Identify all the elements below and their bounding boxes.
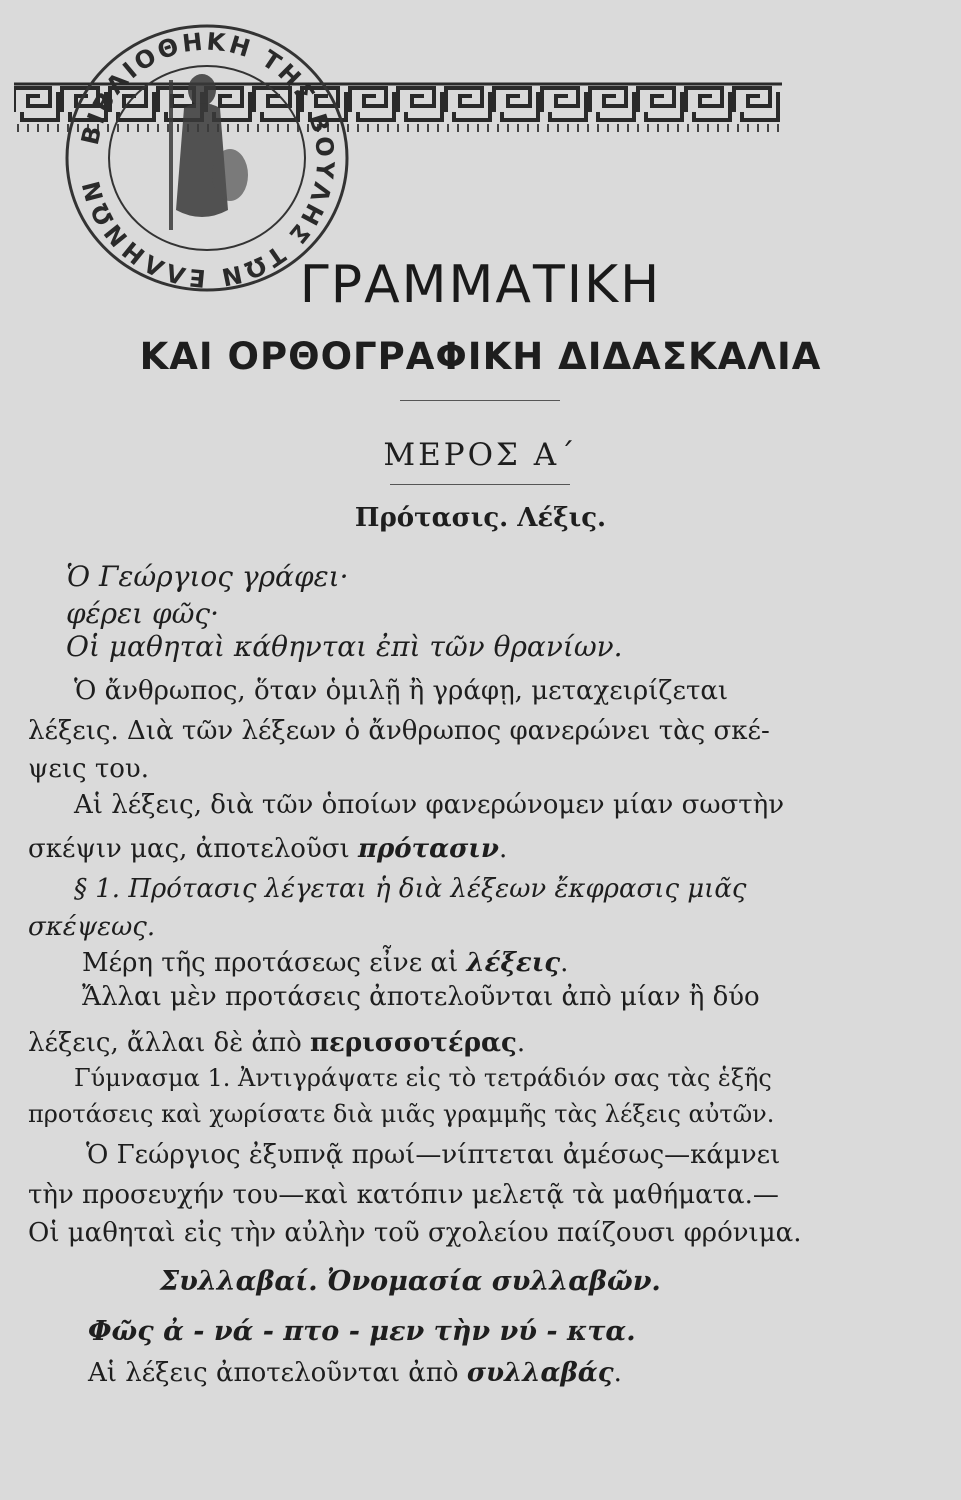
definition-line: σκέψεως. — [28, 912, 156, 942]
athena-figure-icon — [169, 74, 248, 230]
term-syllabas: συλλαβάς — [466, 1358, 614, 1388]
text-line: Ὁ ἄνθρωπος, ὅταν ὁμιλῇ ἢ γράφῃ, μεταχειρίζεται — [74, 676, 729, 706]
text-span: . — [516, 1028, 526, 1058]
text-line: λέξεις. Διὰ τῶν λέξεων ὁ ἄνθρωπος φανερώνει τὰς σκέ- — [28, 716, 770, 746]
text-line: Αἱ λέξεις, διὰ τῶν ὁποίων φανερώνομεν μίαν σωστὴν — [74, 790, 785, 820]
term-lexeis: λέξεις — [466, 948, 561, 978]
text-span: λέξεις, ἄλλαι δὲ ἀπὸ — [28, 1028, 310, 1058]
text-line — [82, 950, 568, 976]
divider — [400, 400, 560, 401]
example-line: Οἱ μαθηταὶ κάθηνται ἐπὶ τῶν θρανίων. — [66, 630, 623, 663]
syllables-heading: Συλλαβαί. Ὀνομασία συλλαβῶν. — [160, 1266, 661, 1297]
text-span: σκέψιν μας, ἀποτελοῦσι — [28, 834, 358, 864]
exercise-line: Ὁ Γεώργιος ἐξυπνᾷ πρωί—νίπτεται ἀμέσως—κάμνει — [86, 1140, 781, 1170]
divider — [390, 484, 570, 485]
example-line: φέρει φῶς· — [66, 597, 220, 630]
stamp-text: ΒΙΒΛΙΟΘΗΚΗ ΤΗΣ ΒΟΥΛΗΣ ΤΩΝ ΕΛΛΗΝΩΝ — [75, 27, 340, 293]
text-span: . — [560, 948, 569, 978]
exercise-line: τὴν προσευχήν του—καὶ κατόπιν μελετᾷ τὰ μαθήματα.— — [28, 1180, 779, 1210]
part-heading: ΜΕΡΟΣ Α΄ — [383, 437, 578, 473]
exercise-line: Γύμνασμα 1. Ἀντιγράψατε εἰς τὸ τετράδιόν σας τὰς ἑξῆς — [74, 1064, 772, 1092]
term-perissoteras: περισσοτέρας — [310, 1028, 517, 1058]
text-span: Αἱ λέξεις ἀποτελοῦνται ἀπὸ — [88, 1358, 467, 1388]
exercise-line: Οἱ μαθηταὶ εἰς τὴν αὐλὴν τοῦ σχολείου παίζουσι φρόνιμα. — [28, 1218, 802, 1248]
text-line — [28, 1030, 525, 1056]
text-span: . — [498, 834, 508, 864]
text-line — [28, 836, 507, 862]
text-line: Ἄλλαι μὲν προτάσεις ἀποτελοῦνται ἀπὸ μίαν ἢ δύο — [82, 982, 760, 1012]
text-line: ψεις του. — [28, 754, 149, 784]
book-title: ΓΡΑΜΜΑΤΙΚΗ — [299, 255, 662, 315]
text-span: . — [613, 1358, 622, 1388]
text-span: Μέρη τῆς προτάσεως εἶνε αἱ — [82, 948, 467, 978]
book-subtitle: ΚΑΙ ΟΡΘΟΓΡΑΦΙΚΗ ΔΙΔΑΣΚΑΛΙΑ — [139, 335, 822, 378]
definition-line: § 1. Πρότασις λέγεται ἡ διὰ λέξεων ἔκφρασις μιᾶς — [74, 874, 747, 904]
exercise-line: προτάσεις καὶ χωρίσατε διὰ μιᾶς γραμμῆς τὰς λέξεις αὐτῶν. — [28, 1100, 775, 1128]
syllables-example: Φῶς ἀ - νά - πτο - μεν τὴν νύ - κτα. — [88, 1316, 636, 1347]
section-heading: Πρότασις. Λέξις. — [354, 503, 607, 533]
example-line: Ὁ Γεώργιος γράφει· — [66, 560, 349, 593]
text-line — [88, 1360, 622, 1386]
term-protasis: πρότασιν — [357, 834, 499, 864]
